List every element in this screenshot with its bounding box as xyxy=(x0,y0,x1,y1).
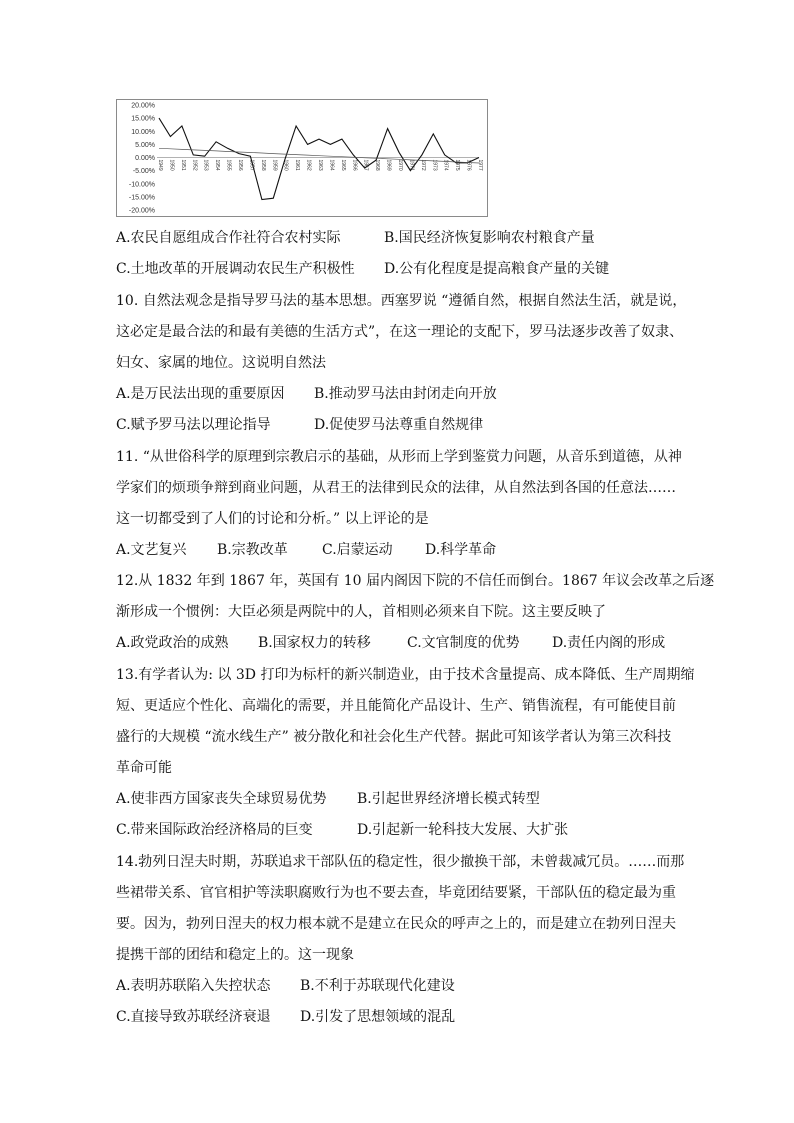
x-tick-label: 1966 xyxy=(351,159,358,171)
x-tick-label: 1976 xyxy=(465,159,472,171)
q13-stem-line-1: 13.有学者认为: 以 3D 打印为标杆的新兴制造业，由于技术含量提高、成本降低、生产周期缩 xyxy=(116,667,695,683)
q13-stem-line-3: 盛行的大规模 “流水线生产” 被分散化和社会化生产代替。据此可知该学者认为第三次科技 xyxy=(116,729,672,745)
x-tick-label: 1973 xyxy=(431,159,438,171)
x-tick-label: 1957 xyxy=(248,159,255,171)
x-tick-label: 1971 xyxy=(408,159,415,171)
y-tick-label: -10.00% xyxy=(128,181,155,189)
q14-option-d[interactable]: D.引发了思想领域的混乱 xyxy=(300,1009,456,1025)
q12-stem-line-1: 12.从 1832 年到 1867 年，英国有 10 届内阁因下院的不信任而倒台。1867 年议会改革之后逐 xyxy=(116,573,715,589)
q13-option-b[interactable]: B.引起世界经济增长模式转型 xyxy=(357,791,540,807)
q14-stem-line-4: 提携干部的团结和稳定上的。这一现象 xyxy=(116,947,354,963)
x-tick-label: 1964 xyxy=(328,159,335,171)
growth-line-chart xyxy=(116,99,488,217)
y-tick-label: 15.00% xyxy=(131,115,155,123)
y-tick-label: 5.00% xyxy=(135,141,155,149)
y-tick-label: 0.00% xyxy=(135,155,155,162)
y-tick-label: -15.00% xyxy=(128,194,155,202)
q10-option-a[interactable]: A.是万民法出现的重要原因 xyxy=(116,386,285,402)
q11-stem-line-2: 学家们的烦琐争辩到商业问题，从君王的法律到民众的法律，从自然法到各国的任意法…… xyxy=(116,480,676,496)
q11-option-b[interactable]: B.宗教改革 xyxy=(217,542,288,558)
x-tick-label: 1968 xyxy=(374,159,381,171)
q11-option-d[interactable]: D.科学革命 xyxy=(425,542,497,558)
q14-option-c[interactable]: C.直接导致苏联经济衰退 xyxy=(116,1009,271,1025)
x-tick-label: 1950 xyxy=(168,159,175,171)
q9-option-c[interactable]: C.土地改革的开展调动农民生产积极性 xyxy=(116,261,355,277)
y-tick-label: 20.00% xyxy=(131,102,155,110)
y-tick-label: -5.00% xyxy=(132,168,155,176)
x-tick-label: 1952 xyxy=(191,159,198,171)
x-tick-label: 1958 xyxy=(259,159,266,171)
q10-option-b[interactable]: B.推动罗马法由封闭走向开放 xyxy=(314,386,497,402)
x-tick-label: 1974 xyxy=(442,159,449,171)
q13-option-d[interactable]: D.引起新一轮科技大发展、大扩张 xyxy=(357,822,569,838)
q11-option-c[interactable]: C.启蒙运动 xyxy=(322,542,393,558)
q10-stem-line-3: 妇女、家属的地位。这说明自然法 xyxy=(116,355,326,371)
q12-option-a[interactable]: A.政党政治的成熟 xyxy=(116,635,229,651)
x-tick-label: 1949 xyxy=(157,159,163,171)
q14-stem-line-3: 要。因为，勃列日涅夫的权力根本就不是建立在民众的呼声之上的，而是建立在勃列日涅夫 xyxy=(116,916,676,932)
x-tick-label: 1962 xyxy=(305,159,312,171)
y-tick-label: 10.00% xyxy=(131,128,155,136)
x-tick-label: 1967 xyxy=(362,159,369,171)
q13-stem-line-4: 革命可能 xyxy=(116,760,172,776)
q14-option-a[interactable]: A.表明苏联陷入失控状态 xyxy=(116,978,271,994)
x-tick-label: 1961 xyxy=(294,159,301,171)
x-tick-label: 1963 xyxy=(317,159,323,171)
q12-option-b[interactable]: B.国家权力的转移 xyxy=(258,635,371,651)
q11-stem-line-1: 11. “从世俗科学的原理到宗教启示的基础，从形而上学到鉴赏力问题，从音乐到道德，从神 xyxy=(116,449,682,465)
q14-stem-line-1: 14.勃列日涅夫时期，苏联追求干部队伍的稳定性，很少撤换干部，未曾裁减冗员。……而那 xyxy=(116,854,685,870)
q14-stem-line-2: 些裙带关系、官官相护等渎职腐败行为也不要去查，毕竟团结要紧，干部队伍的稳定最为重 xyxy=(116,885,676,901)
q9-option-a[interactable]: A.农民自愿组成合作社符合农村实际 xyxy=(116,230,341,246)
x-tick-label: 1959 xyxy=(271,159,278,171)
q12-stem-line-2: 渐形成一个惯例：大臣必须是两院中的人，首相则必须来自下院。这主要反映了 xyxy=(116,604,606,620)
q10-stem-line-1: 10. 自然法观念是指导罗马法的基本思想。西塞罗说 “遵循自然，根据自然法生活，就是说， xyxy=(116,293,687,309)
x-tick-label: 1970 xyxy=(397,159,403,171)
q14-option-b[interactable]: B.不利于苏联现代化建设 xyxy=(300,978,455,994)
x-tick-label: 1965 xyxy=(339,159,346,171)
x-tick-label: 1954 xyxy=(214,159,221,171)
q10-option-c[interactable]: C.赋予罗马法以理论指导 xyxy=(116,417,271,433)
q9-option-d[interactable]: D.公有化程度是提高粮食产量的关键 xyxy=(384,261,610,277)
q13-option-a[interactable]: A.使非西方国家丧失全球贸易优势 xyxy=(116,791,327,807)
x-tick-label: 1951 xyxy=(179,159,186,171)
x-tick-label: 1956 xyxy=(237,159,243,171)
q10-stem-line-2: 这必定是最合法的和最有美德的生活方式”，在这一理论的支配下，罗马法逐步改善了奴隶、 xyxy=(116,324,684,340)
x-tick-label: 1977 xyxy=(477,159,483,171)
y-tick-label: -20.00% xyxy=(128,207,155,215)
q10-option-d[interactable]: D.促使罗马法尊重自然规律 xyxy=(314,417,484,433)
x-tick-label: 1975 xyxy=(454,159,461,171)
q13-option-c[interactable]: C.带来国际政治经济格局的巨变 xyxy=(116,822,313,838)
x-tick-label: 1972 xyxy=(419,159,426,171)
q11-stem-line-3: 这一切都受到了人们的讨论和分析。” 以上评论的是 xyxy=(116,511,429,527)
chart-svg xyxy=(117,100,487,216)
q11-option-a[interactable]: A.文艺复兴 xyxy=(116,542,187,558)
q12-option-d[interactable]: D.责任内阁的形成 xyxy=(552,635,666,651)
x-tick-label: 1953 xyxy=(202,159,209,171)
q12-option-c[interactable]: C.文官制度的优势 xyxy=(407,635,520,651)
x-tick-label: 1960 xyxy=(282,159,289,171)
q9-option-b[interactable]: B.国民经济恢复影响农村粮食产量 xyxy=(384,230,595,246)
x-tick-label: 1969 xyxy=(385,159,392,171)
x-tick-label: 1955 xyxy=(225,159,232,171)
q13-stem-line-2: 短、更适应个性化、高端化的需要，并且能简化产品设计、生产、销售流程，有可能使目前 xyxy=(116,698,676,714)
